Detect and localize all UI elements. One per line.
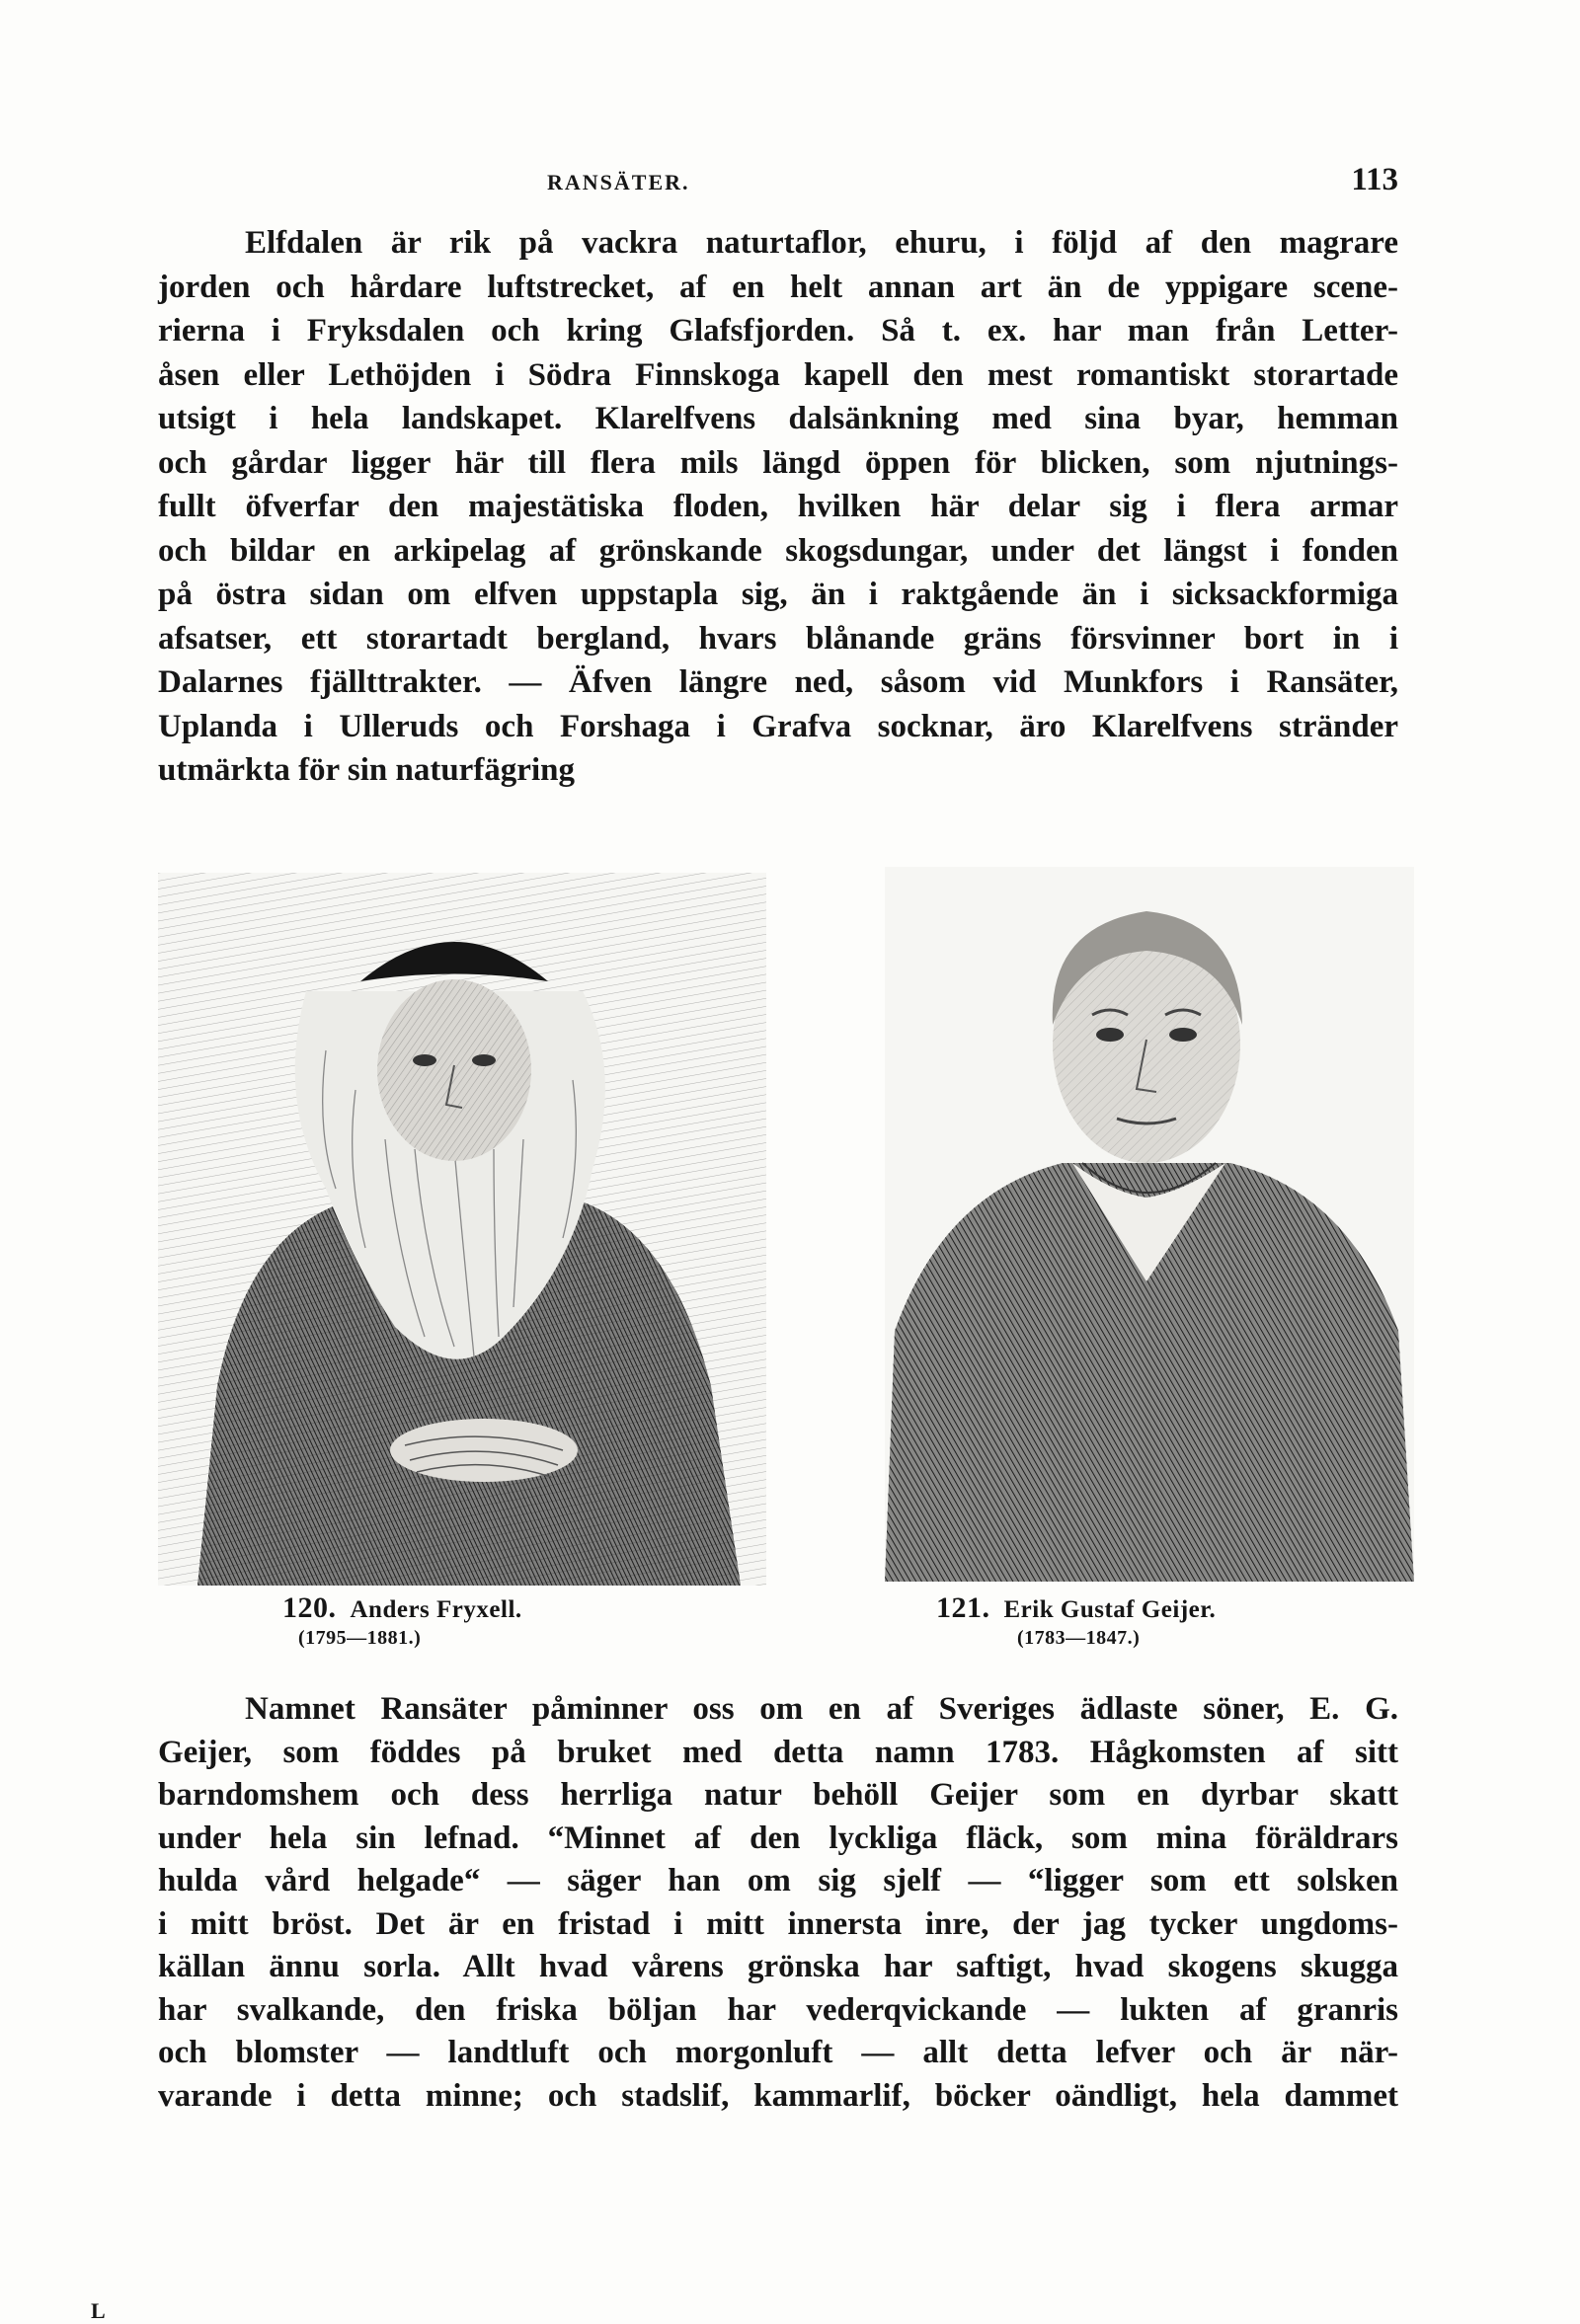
text-line: varande i detta minne; och stadslif, kammarlif, böcker oändligt, hela dammet — [158, 2077, 1398, 2114]
figure-dates: (1783—1847.) — [1017, 1627, 1141, 1649]
figure-caption-120 — [282, 1591, 522, 1650]
text-line: fullt öfverfar den majestätiska floden, hvilken här delar sig i flera armar — [158, 489, 1398, 524]
text-line: Namnet Ransäter påminner oss om en af Sveriges ädlaste söner, E. G. — [245, 1691, 1398, 1727]
running-title: RANSÄTER. — [547, 170, 690, 194]
text-line: Elfdalen är rik på vackra naturtaflor, ehuru, i följd af den magrare — [245, 225, 1398, 261]
text-line: barndomshem och dess herrliga natur behöll Geijer som en dyrbar skatt — [158, 1777, 1398, 1813]
text-line: utsigt i hela landskapet. Klarelfvens dalsänkning med sina byar, hemman — [158, 401, 1398, 436]
paragraph-1 — [158, 221, 1398, 793]
margin-mark: L — [91, 2298, 106, 2323]
text-line: under hela sin lefnad. “Minnet af den lyckliga fläck, som mina föräldrars — [158, 1820, 1398, 1856]
text-line: Uplanda i Ulleruds och Forshaga i Grafva socknar, äro Klarelfvens stränder — [158, 708, 1398, 744]
text-line: utmärkta för sin naturfägring — [158, 752, 575, 788]
text-line: på östra sidan om elfven uppstapla sig, än i raktgående än i sicksackformiga — [158, 577, 1398, 612]
figure-number: 121. — [936, 1591, 990, 1624]
figure-dates: (1795—1881.) — [298, 1627, 422, 1649]
figure-name: Erik Gustaf Geijer. — [1003, 1596, 1217, 1623]
figure-number: 120. — [282, 1591, 337, 1624]
text-line: rierna i Fryksdalen och kring Glafsfjorden. Så t. ex. har man från Letter- — [158, 313, 1398, 349]
paragraph-2 — [158, 1688, 1398, 2118]
page-number: 113 — [1351, 162, 1398, 197]
text-line: afsatser, ett storartadt bergland, hvars blånande gräns försvinner bort in i — [158, 620, 1398, 657]
text-line: och gårdar ligger här till flera mils längd öppen för blicken, som njutnings- — [158, 444, 1398, 481]
figure-caption-121 — [936, 1591, 1216, 1650]
text-line: och blomster — landtluft och morgonluft — allt detta lefver och är när- — [158, 2035, 1398, 2070]
text-line: Dalarnes fjällttrakter. — Äfven längre ned, såsom vid Munkfors i Ransäter, — [158, 664, 1398, 700]
text-line: Geijer, som föddes på bruket med detta namn 1783. Hågkomsten af sitt — [158, 1734, 1398, 1770]
text-line: hulda vård helgade“ — säger han om sig sjelf — “ligger som ett solsken — [158, 1863, 1398, 1898]
text-line: har svalkande, den friska böljan har vederqvickande — lukten af granris — [158, 1991, 1398, 2028]
page-header — [158, 162, 1398, 209]
portrait-fryxell-engraving — [158, 873, 766, 1586]
text-line: jorden och hårdare luftstrecket, af en helt annan art än de yppigare scene- — [158, 269, 1398, 305]
text-line: i mitt bröst. Det är en fristad i mitt innersta inre, der jag tycker ungdoms- — [158, 1905, 1398, 1942]
text-line: och bildar en arkipelag af grönskande skogsdungar, under det längst i fonden — [158, 532, 1398, 569]
figure-name: Anders Fryxell. — [350, 1596, 522, 1623]
portrait-geijer-engraving — [885, 867, 1414, 1582]
text-line: källan ännu sorla. Allt hvad vårens grönska har saftigt, hvad skogens skugga — [158, 1949, 1398, 1984]
text-line: åsen eller Lethöjden i Södra Finnskoga kapell den mest romantiskt storartade — [158, 356, 1398, 393]
